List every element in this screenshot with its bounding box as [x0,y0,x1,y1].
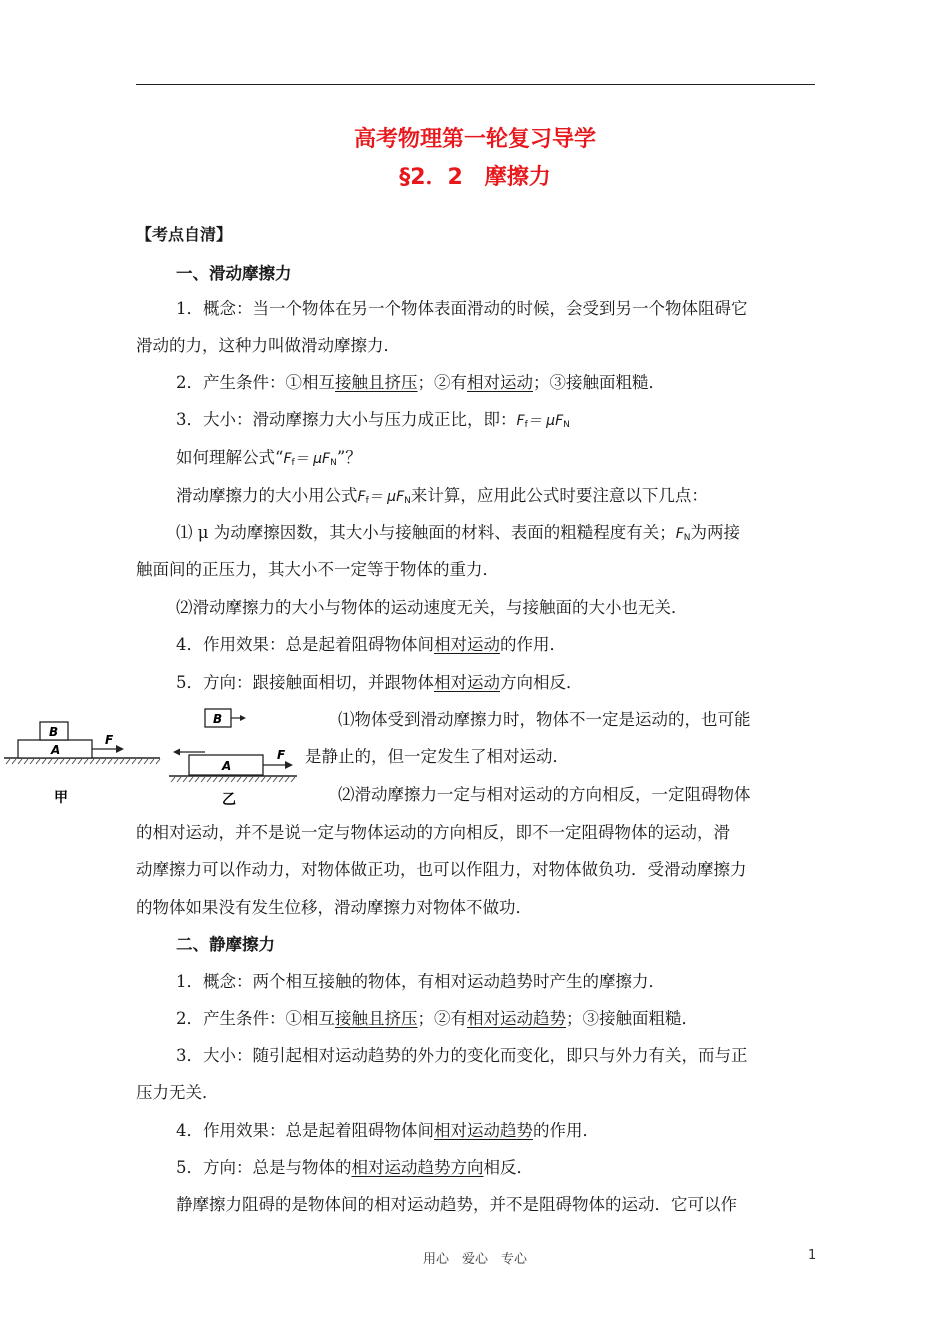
block-b-label: B [213,712,223,726]
s1-note2c: 动摩擦力可以作动力，对物体做正功，也可以作阻力，对物体做负功．受滑动摩擦力 [136,860,747,879]
page-title: 高考物理第一轮复习导学 [353,127,596,152]
s1-heading: 一、滑动摩擦力 [176,264,292,283]
s2-line3a: 3．大小：随引起相对运动趋势的外力的变化而变化，即只与外力有关，而与正 [176,1046,748,1065]
s1-calc: 滑动摩擦力的大小用公式$F_f= \mu F_N$来计算，应用此公式时要注意以下几点： [176,486,708,506]
s1-note1b: 是静止的，但一定发生了相对运动． [305,747,569,766]
block-b-label: B [49,725,59,739]
s2-line6: 静摩擦力阻碍的是物体间的相对运动趋势，并不是阻碍物体的运动．它可以作 [176,1195,737,1214]
s1-line5: 5．方向：跟接触面相切，并跟物体相对运动方向相反． [176,673,583,692]
underline-relative-motion: 相对运动 [467,373,533,392]
underline-contact: 接触且挤压 [335,373,418,392]
friction-formula: $F_f= \mu F_N$ [283,451,337,468]
s1-line1a: 1．概念：当一个物体在另一个物体表面滑动的时候，会受到另一个物体阻碍它 [176,299,748,318]
s2-heading: 二、静摩擦力 [176,935,275,954]
s1-question: 如何理解公式“$F_f= \mu F_N$”？ [176,448,362,468]
friction-formula: $F_f= \mu F_N$ [516,413,570,430]
force-arrow-head [116,745,124,753]
block-a-label: A [51,743,61,757]
s1-line2: 2．产生条件：①相互接触且挤压；②有相对运动；③接触面粗糙． [176,373,665,392]
normal-force-symbol: $F_N$ [675,526,691,543]
footer-motto: 用心 爱心 专心 [422,1252,527,1267]
force-label: F [277,748,286,762]
s1-line1b: 滑动的力，这种力叫做滑动摩擦力． [136,336,400,355]
figure-jia [0,708,165,808]
friction-formula: $F_f= \mu F_N$ [357,489,411,506]
s1-point1a: ⑴ μ 为动摩擦因数，其大小与接触面的材料、表面的粗糙程度有关；$F_N$为两接 [176,523,741,543]
s1-line4: 4．作用效果：总是起着阻碍物体间相对运动的作用． [176,635,566,654]
s1-note2b: 的相对运动，并不是说一定与物体运动的方向相反，即不一定阻碍物体的运动，滑 [136,823,730,842]
s2-line5: 5．方向：总是与物体的相对运动趋势方向相反． [176,1158,533,1177]
force-label: F [105,733,114,747]
s1-point1b: 触面间的正压力，其大小不一定等于物体的重力． [136,560,499,579]
block-a-label: A [222,759,232,773]
s1-note1a: ⑴物体受到滑动摩擦力时，物体不一定是运动的，也可能 [338,710,751,729]
figure-jia-caption: 甲 [54,790,68,806]
section-header: 【考点自清】 [136,225,233,244]
s2-line3b: 压力无关． [136,1083,219,1102]
header-rule [136,84,815,85]
force-arrow-head [285,761,293,769]
s2-line4: 4．作用效果：总是起着阻碍物体间相对运动趋势的作用． [176,1121,599,1140]
s1-note2d: 的物体如果没有发生位移，滑动摩擦力对物体不做功． [136,898,532,917]
s1-line3: 3．大小：滑动摩擦力大小与压力成正比，即：$F_f= \mu F_N$ [176,410,570,430]
s1-note2a: ⑵滑动摩擦力一定与相对运动的方向相反，一定阻碍物体 [338,785,751,804]
s2-line2: 2．产生条件：①相互接触且挤压；②有相对运动趋势；③接触面粗糙． [176,1009,698,1028]
s1-point2: ⑵滑动摩擦力的大小与物体的运动速度无关，与接触面的大小也无关． [176,598,688,617]
page-number: 1 [808,1248,817,1263]
figure-yi-caption: 乙 [222,792,236,808]
page-subtitle: §2．2 摩擦力 [399,165,551,190]
figure-yi [165,705,305,810]
s2-line1: 1．概念：两个相互接触的物体，有相对运动趋势时产生的摩擦力． [176,972,665,991]
